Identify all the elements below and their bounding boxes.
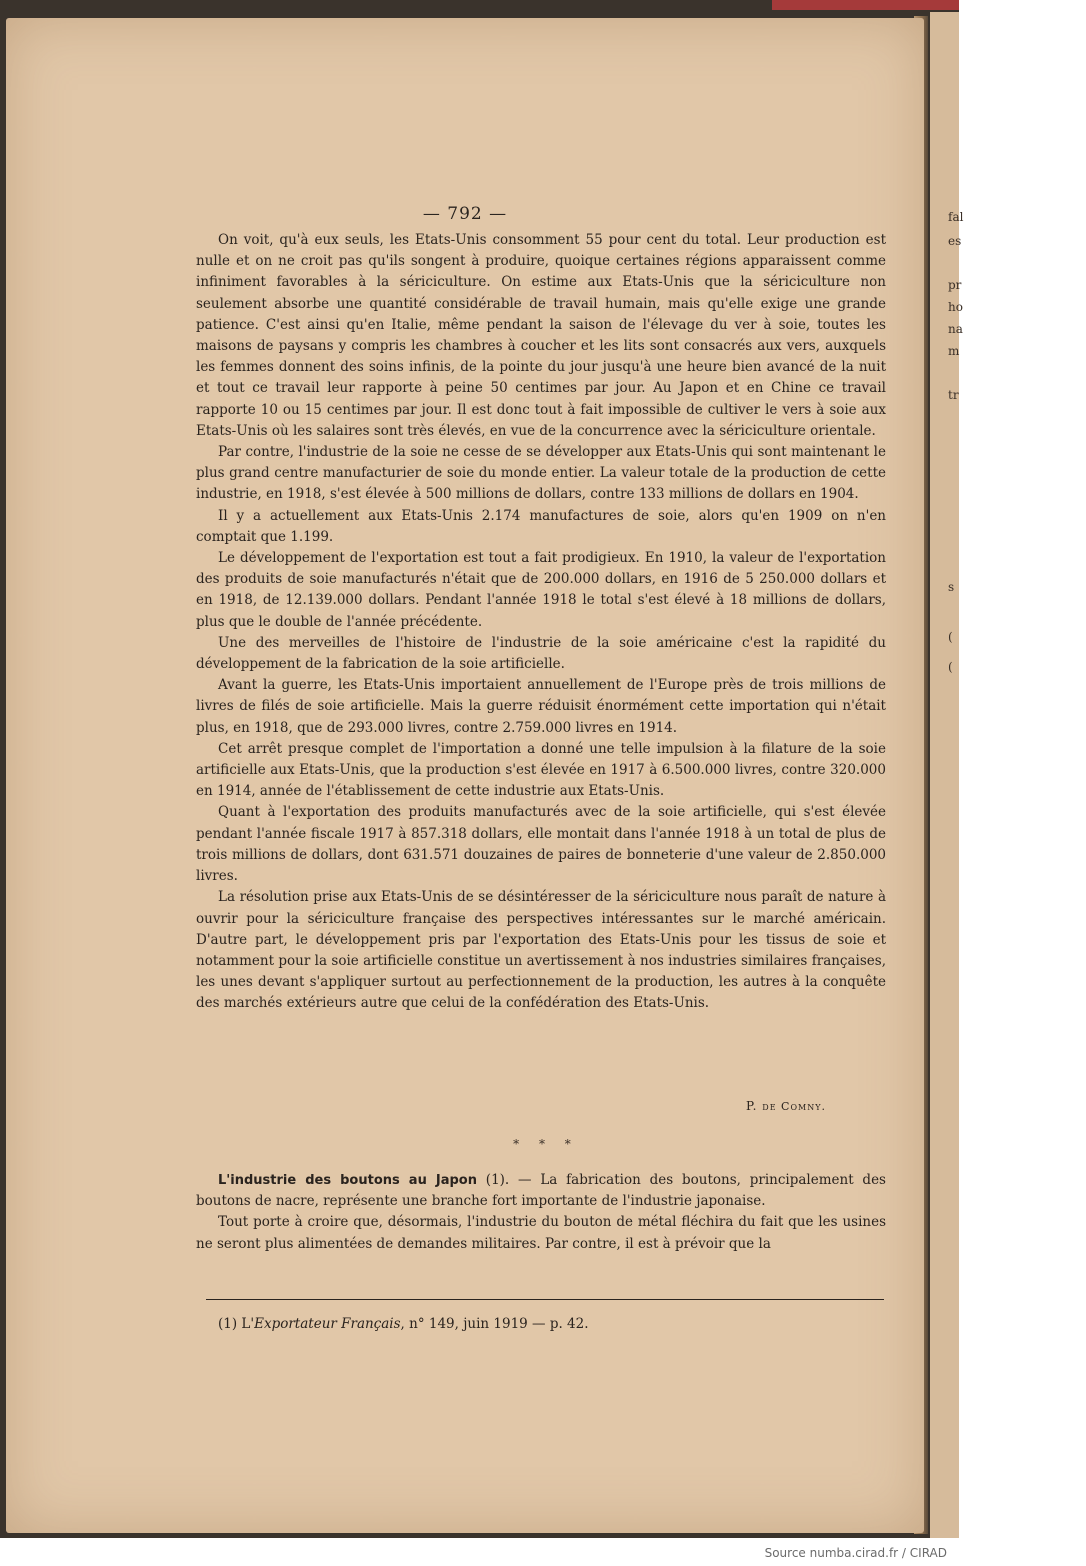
paragraph: Une des merveilles de l'histoire de l'industrie de la soie américaine c'est la rapidité du développement de la fabrication de la soie artificielle. — [196, 634, 886, 673]
footnote-rest: , n° 149, juin 1919 — p. 42. — [400, 1316, 589, 1332]
paragraph: Cet arrêt presque complet de l'importation a donné une telle impulsion à la filature de la soie artificielle aux Etats-Unis, que la production s'est élevée en 1917 à 6.500.000 livres, contre 320.000 en 1914, année de l'établissement de cette industrie aux Etats-Unis. — [196, 740, 886, 800]
next-page-fragment: na — [948, 322, 963, 336]
book-edge-red-strip — [772, 0, 959, 10]
paragraph: Il y a actuellement aux Etats-Unis 2.174 manufactures de soie, alors qu'en 1909 on n'en comptait que 1.199. — [196, 507, 886, 545]
next-page-fragment: ho — [948, 300, 963, 314]
next-page-fragment: ( — [948, 630, 953, 644]
author-signature — [626, 1099, 826, 1113]
section-paragraph — [196, 1170, 886, 1212]
paragraph: Avant la guerre, les Etats-Unis importaient annuellement de l'Europe près de trois millions de livres de filés de soie artificielle. Mais la guerre réduisit énormément cette importation qui n'était plus, en 1918, que de 293.000 livres, contre 2.759.000 livres en 1914. — [196, 677, 886, 736]
paragraph: Le développement de l'exportation est tout a fait prodigieux. En 1910, la valeur de l'exportation des produits de soie manufacturés n'était que de 200.000 dollars, en 1916 de 5 250.000 dollars et en 1918, de 12.139.000 dollars. Pendant l'année 1918 le total s'est élevé à 18 millions de dollars, plus que le double de l'année précédente. — [196, 550, 886, 630]
paragraph: La résolution prise aux Etats-Unis de se désintéresser de la sériciculture nous paraît de nature à ouvrir pour la sériciculture française des perspectives intéressantes sur le marché américain. D'autre part, le développement pris par l'exportation des Etats-Unis pour les tissus de soie et notamment pour la soie artificielle constitue un avertissement à nos industries similaires françaises, les unes devant s'appliquer surtout au perfectionnement de la production, les autres à la conquête des marchés extérieurs autre que celui de la confédération des Etats-Unis. — [196, 889, 886, 1012]
next-page-edge — [930, 12, 964, 1538]
next-page-fragment: tr — [948, 388, 959, 402]
next-page-fragment: m — [948, 344, 960, 358]
footnote-title: Exportateur Français — [254, 1316, 401, 1332]
signature-name: de Comny. — [762, 1100, 826, 1113]
section-lead-text: . — La fabrication des boutons, principalement des boutons de nacre, représente une branche fort importante de l'industrie japonaise. — [196, 1172, 886, 1210]
footnote-marker: (1) — [218, 1316, 238, 1332]
paragraph: Quant à l'exportation des produits manufacturés avec de la soie artificielle, qui s'est élevée pendant l'année fiscale 1917 à 857.318 dollars, elle montait dans l'année 1918 à un total de plus de trois millions de dollars, dont 631.571 douzaines de paires de bonneterie d'une valeur de 2.850.000 livres. — [196, 804, 886, 885]
document-page — [6, 18, 924, 1533]
page-number: — 792 — — [422, 204, 508, 224]
next-page-fragment: s — [948, 580, 955, 594]
footnote-prefix: L' — [241, 1316, 255, 1332]
section-paragraph: Tout porte à croire que, désormais, l'industrie du bouton de métal fléchira du fait que les usines ne seront plus alimentées de demandes militaires. Par contre, il est à prévoir que la — [196, 1214, 886, 1252]
section-separator-stars: * * * — [513, 1137, 579, 1151]
next-page-fragment: es — [948, 234, 962, 248]
section-heading: L'industrie des boutons au Japon — [218, 1173, 477, 1188]
source-credit: Source numba.cirad.fr / CIRAD — [764, 1546, 947, 1560]
next-page-fragment: pr — [948, 278, 962, 292]
signature-initial: P. — [746, 1099, 758, 1113]
next-page-fragment: fal — [948, 210, 964, 224]
footnote-divider — [206, 1299, 884, 1300]
next-page-fragment: ( — [948, 660, 953, 674]
article-body — [196, 230, 886, 1015]
paragraph: Par contre, l'industrie de la soie ne cesse de se développer aux Etats-Unis qui sont maintenant le plus grand centre manufacturier de soie du monde entier. La valeur totale de la production de cette industrie, en 1918, s'est élevée à 500 millions de dollars, contre 133 millions de dollars en 1904. — [196, 444, 886, 503]
section-boutons — [196, 1170, 886, 1255]
footnote-reference: (1) — [485, 1172, 505, 1188]
paragraph: On voit, qu'à eux seuls, les Etats-Unis consomment 55 pour cent du total. Leur production est nulle et on ne croit pas qu'ils songent à produire, quoique certaines régions apparaissent comme infiniment favorables à la sériciculture. On estime aux Etats-Unis que la sériciculture non seulement absorbe une quantité considérable de travail humain, mais qu'elle exige une grande patience. C'est ainsi qu'en Italie, même pendant la saison de l'élevage du ver à soie, toutes les maisons de paysans y compris les chambres à coucher et les lits sont consacrés aux vers, auxquels les femmes donnent des soins infinis, de la pointe du jour jusqu'à une heure bien avancé de la nuit et tout ce travail leur rapporte à peine 50 centimes par jour. Au Japon et en Chine ce travail rapporte 10 ou 15 centimes par jour. Il est donc tout à fait impossible de cultiver le vers à soie aux Etats-Unis où les salaires sont très élevés, en vue de la concurrence avec la sériciculture orientale. — [196, 232, 886, 439]
footnote — [218, 1316, 589, 1332]
